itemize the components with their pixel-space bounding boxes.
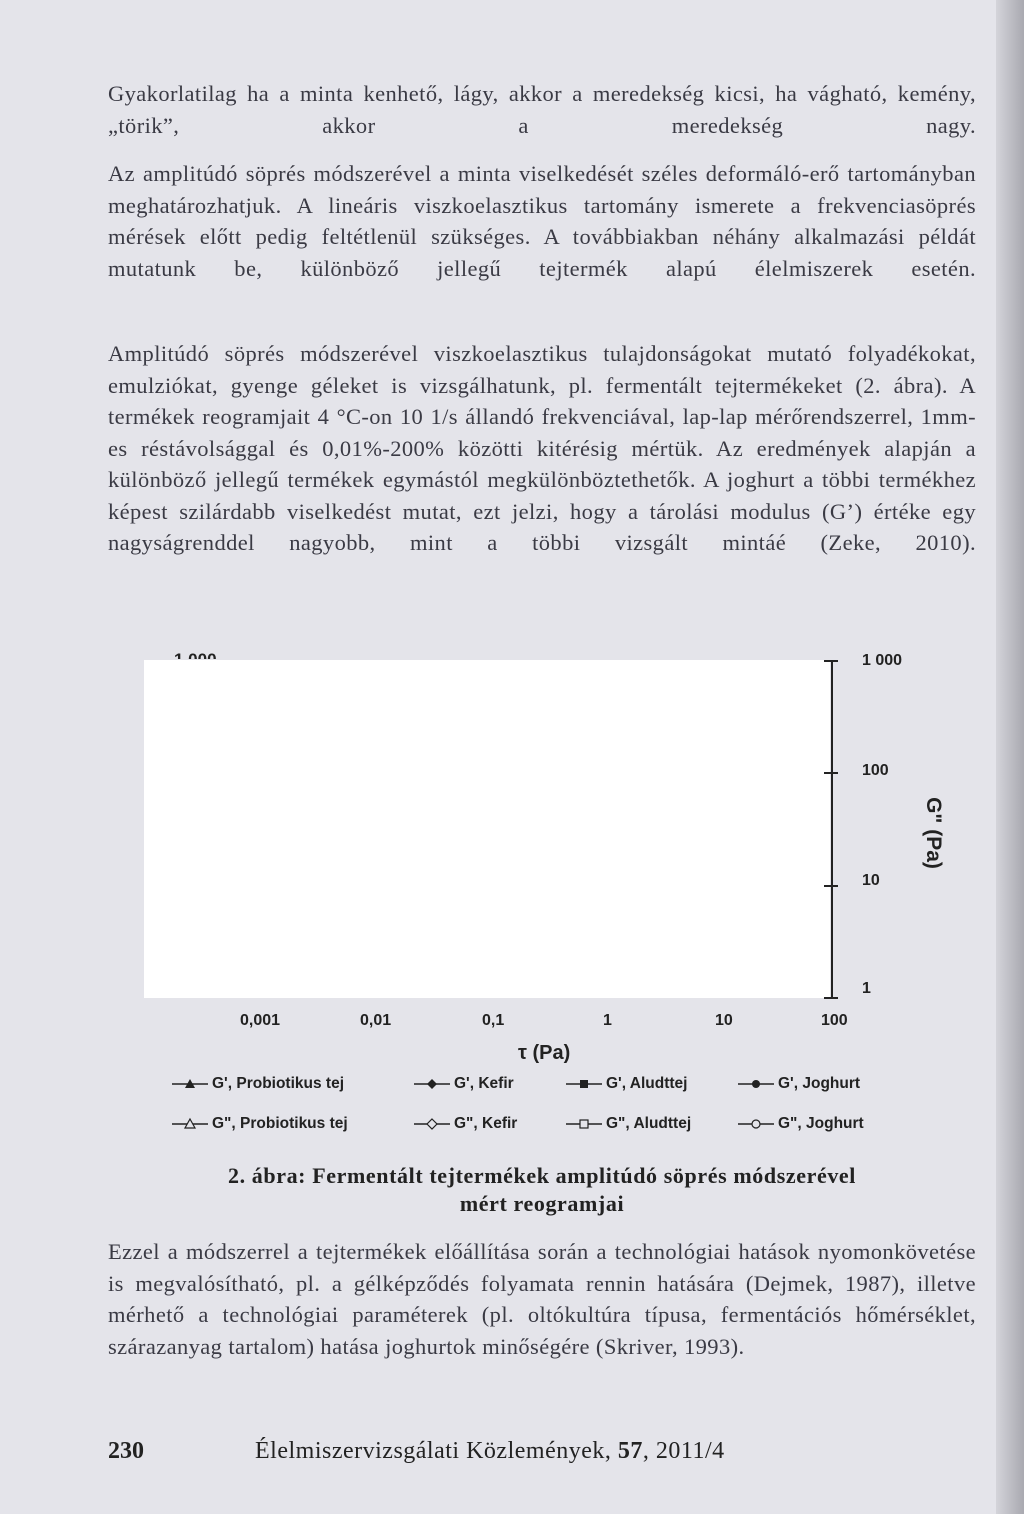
chart-plot-area bbox=[144, 660, 830, 998]
legend-item-g-double-probiotikus: G", Probiotikus tej bbox=[172, 1115, 348, 1133]
figure-caption-line-2: mért reogramjai bbox=[459, 1191, 625, 1216]
legend-item-g-prime-probiotikus: G', Probiotikus tej bbox=[172, 1075, 344, 1093]
x-axis-tick-label: 100 bbox=[821, 1012, 848, 1029]
x-axis-title: τ (Pa) bbox=[518, 1042, 571, 1064]
x-axis-tick-label: 10 bbox=[715, 1012, 733, 1029]
paragraph-4: Ezzel a módszerrel a tejtermékek előállítása során a technológiai hatások nyomonkövetése is megvalósítható, pl. a gélképződés folyamata rennin hatására (Dejmek, 1987), illetve mérhető a technológiai paraméterek (pl. oltókultúra típusa, fermentációs hőmérséklet, szárazanyag tartalom) hatása joghurtok minőségére (Skriver, 1993). bbox=[108, 1239, 976, 1359]
x-axis-tick-label: 0,001 bbox=[240, 1012, 281, 1029]
legend-item-g-double-aludttej: G", Aludttej bbox=[566, 1115, 691, 1133]
open-triangle-icon bbox=[172, 1117, 208, 1131]
paragraph-1: Gyakorlatilag ha a minta kenhető, lágy, akkor a meredekség kicsi, ha vágható, kemény, „törik”, akkor a meredekség nagy. bbox=[108, 81, 976, 138]
right-axis-tick-label: 1 000 bbox=[862, 652, 903, 669]
legend-item-g-double-kefir: G", Kefir bbox=[414, 1115, 517, 1133]
page-number: 230 bbox=[108, 1438, 144, 1464]
x-axis-tick-label: 1 bbox=[603, 1012, 612, 1029]
journal-reference: Élelmiszervizsgálati Közlemények, 57, 2011/4 bbox=[255, 1438, 725, 1464]
x-axis-tick-label: 0,1 bbox=[482, 1012, 505, 1029]
legend-item-g-prime-aludttej: G', Aludttej bbox=[566, 1075, 687, 1093]
open-diamond-icon bbox=[414, 1117, 450, 1131]
right-axis-line bbox=[831, 660, 833, 998]
right-axis-tick-label: 10 bbox=[862, 872, 880, 889]
right-axis-tick bbox=[824, 772, 838, 774]
open-circle-icon bbox=[738, 1117, 774, 1131]
legend-item-g-double-joghurt: G", Joghurt bbox=[738, 1115, 864, 1133]
paragraph-3: Amplitúdó söprés módszerével viszkoelasztikus tulajdonságokat mutató folyadékokat, emulziókat, gyenge géleket is vizsgálhatunk, pl. fermentált tejtermékeket (2. ábra). A termékek reogramjait 4 °C-on 10 1/s állandó frekvenciával, lap-lap mérőrendszerrel, 1mm-es réstávolsággal és 0,01%-200% közötti kitérésig mértük. Az eredmények alapján a különböző jellegű termékek egymástól megkülönböztethetők. A joghurt a többi termékhez képest szilárdabb viselkedést mutat, ezt jelzi, hogy a tárolási modulus (G’) értéke egy nagyságrenddel nagyobb, mint a többi vizsgált mintáé (Zeke, 2010). bbox=[108, 341, 976, 555]
right-axis-tick bbox=[824, 660, 838, 662]
right-axis-title: G" (Pa) bbox=[922, 797, 945, 869]
filled-triangle-icon bbox=[172, 1077, 208, 1091]
filled-square-icon bbox=[566, 1077, 602, 1091]
right-axis-tick bbox=[824, 885, 838, 887]
right-axis-tick-label: 1 bbox=[862, 980, 871, 997]
filled-diamond-icon bbox=[414, 1077, 450, 1091]
figure-caption-line-1: 2. ábra: Fermentált tejtermékek amplitúdó söprés módszerével bbox=[227, 1163, 856, 1188]
open-square-icon bbox=[566, 1117, 602, 1131]
filled-circle-icon bbox=[738, 1077, 774, 1091]
paragraph-2: Az amplitúdó söprés módszerével a minta viselkedését széles deformáló-erő tartományban meghatározhatjuk. A lineáris viszkoelasztikus tartomány ismerete a frekvenciasöprés mérések előtt pedig feltétlenül szükséges. A továbbiakban néhány alkalmazási példát mutatunk be, különböző jellegű tejtermék alapú élelmiszerek esetén. bbox=[108, 161, 976, 281]
legend-item-g-prime-joghurt: G', Joghurt bbox=[738, 1075, 860, 1093]
x-axis-tick-label: 0,01 bbox=[360, 1012, 392, 1029]
right-axis-tick-label: 100 bbox=[862, 762, 889, 779]
right-axis-tick bbox=[824, 997, 838, 999]
legend-item-g-prime-kefir: G', Kefir bbox=[414, 1075, 514, 1093]
